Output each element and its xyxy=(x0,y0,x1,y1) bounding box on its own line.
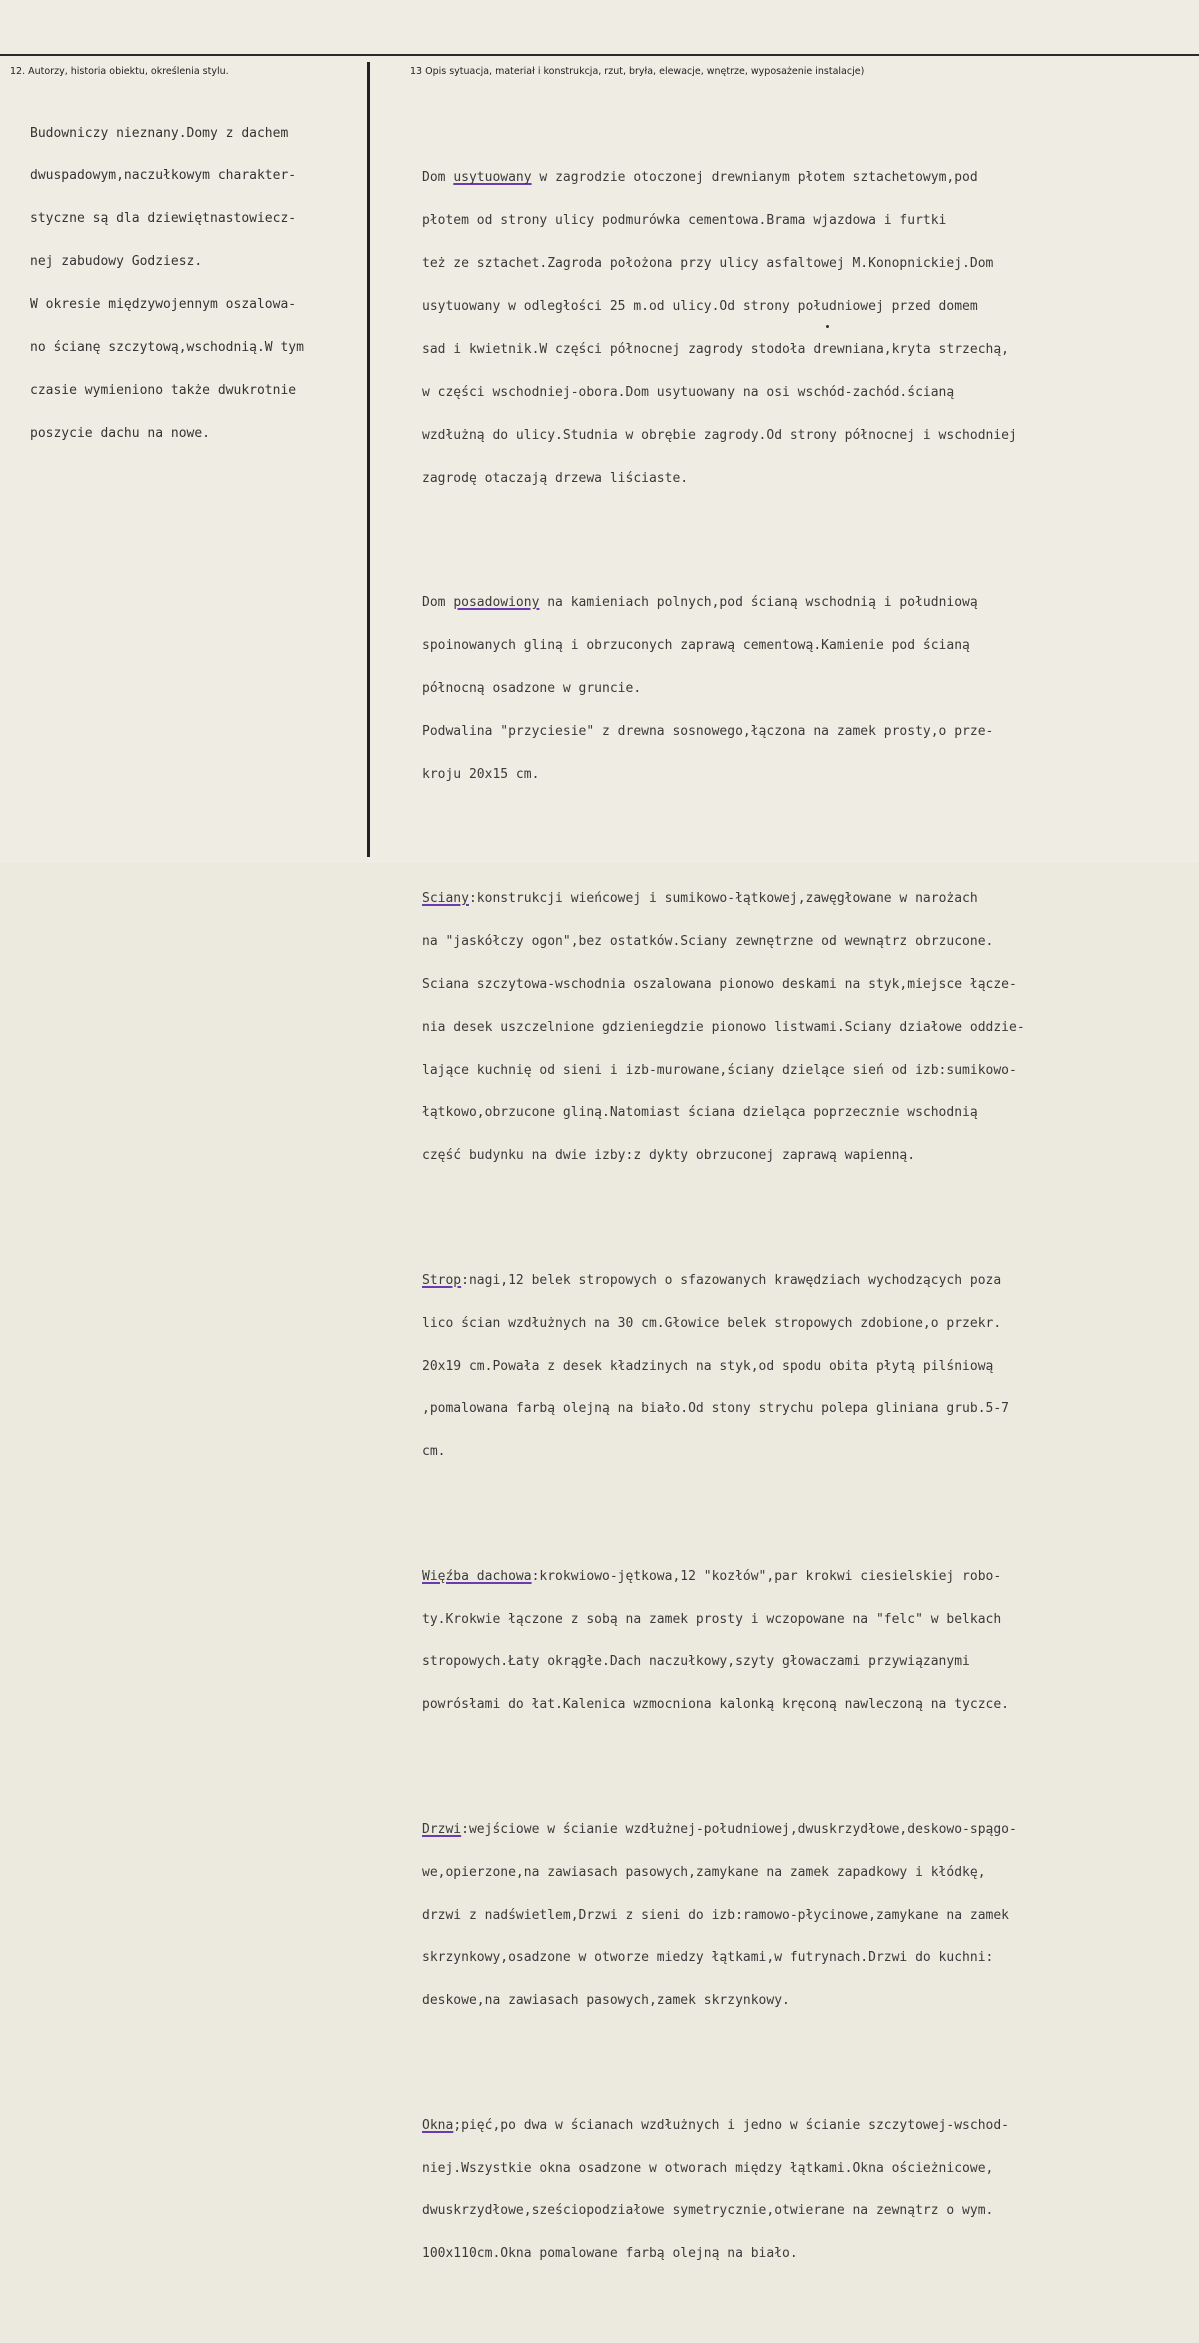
text-line: 20x19 cm.Powała z desek kładzinych na styk,od spodu obita płytą pilśniową xyxy=(422,1358,994,1374)
text-line xyxy=(422,596,1199,610)
paragraph-windows xyxy=(422,2090,1199,2290)
text-line: niej.Wszystkie okna osadzone w otworach między łątkami.Okna ościeżnicowe, xyxy=(422,2160,994,2176)
text-line: drzwi z nadświetlem,Drzwi z sieni do izb:ramowo-płycinowe,zamykane na zamek xyxy=(422,1907,1009,1923)
lead-prefix: Dom xyxy=(422,170,454,186)
text-line: no ścianę szczytową,wschodnią.W tym xyxy=(30,340,304,356)
text-line: Podwalina "przyciesie" z drewna sosnowego,łączona na zamek prosty,o prze- xyxy=(422,723,994,739)
text-line: deskowe,na zawiasach pasowych,zamek skrzynkowy. xyxy=(422,1993,790,2009)
text-line: wzdłużną do ulicy.Studnia w obrębie zagrody.Od strony północnej i wschodniej xyxy=(422,427,1017,443)
text-line: ,pomalowana farbą olejną na biało.Od stony strychu polepa gliniana grub.5-7 xyxy=(422,1401,1009,1417)
paragraph-location xyxy=(422,143,1199,515)
text-line: cm. xyxy=(422,1444,446,1460)
text-line: W okresie międzywojennym oszalowa- xyxy=(30,297,297,313)
text-segment: :wejściowe w ścianie wzdłużnej-południowej,dwuskrzydłowe,deskowo-spągo- xyxy=(461,1821,1017,1837)
authors-history-text xyxy=(30,98,304,470)
text-line: dwuskrzydłowe,sześciopodziałowe symetrycznie,otwierane na zewnątrz o wym. xyxy=(422,2203,994,2219)
text-line: we,opierzone,na zawiasach pasowych,zamykane na zamek zapadkowy i kłódkę, xyxy=(422,1864,986,1880)
underlined-keyword: Sciany xyxy=(422,891,469,907)
column-divider xyxy=(367,62,370,857)
text-line: nia desek uszczelnione gdzieniegdzie pionowo listwami.Sciany działowe oddzie- xyxy=(422,1019,1025,1035)
text-line: dwuspadowym,naczułkowym charakter- xyxy=(30,168,297,184)
text-line: na "jaskółczy ogon",bez ostatków.Sciany zewnętrzne od wewnątrz obrzucone. xyxy=(422,933,994,949)
text-line: lico ścian wzdłużnych na 30 cm.Głowice belek stropowych zdobione,o przekr. xyxy=(422,1315,1002,1331)
underlined-keyword: Więźba dachowa xyxy=(422,1568,532,1584)
text-line: ty.Krokwie łączone z sobą na zamek prosty i wczopowane na "felc" w belkach xyxy=(422,1611,1002,1627)
section-12-header: 12. Autorzy, historia obiektu, określenia stylu. xyxy=(10,66,229,77)
text-line: stropowych.Łaty okrągłe.Dach naczułkowy,szyty głowaczami przywiązanymi xyxy=(422,1654,970,1670)
section-13-header: 13 Opis sytuacja, materiał i konstrukcja, rzut, bryła, elewacje, wnętrze, wyposażenie instalacje) xyxy=(410,66,865,77)
underlined-keyword: Okna xyxy=(422,2117,454,2133)
text-line xyxy=(422,2119,1199,2133)
underlined-keyword: Strop xyxy=(422,1272,462,1288)
text-line xyxy=(422,1570,1199,1584)
text-line: Sciana szczytowa-wschodnia oszalowana pionowo deskami na styk,miejsce łącze- xyxy=(422,976,1017,992)
text-line: zagrodę otaczają drzewa liściaste. xyxy=(422,470,689,486)
text-segment: :nagi,12 belek stropowych o sfazowanych krawędziach wychodzących poza xyxy=(461,1272,1002,1288)
text-line: północną osadzone w gruncie. xyxy=(422,680,642,696)
text-line: płotem od strony ulicy podmurówka cementowa.Brama wjazdowa i furtki xyxy=(422,213,947,229)
text-line: powrósłami do łat.Kalenica wzmocniona kalonką kręconą nawleczoną na tyczce. xyxy=(422,1697,1009,1713)
text-line: Budowniczy nieznany.Domy z dachem xyxy=(30,125,289,141)
text-line: czasie wymieniono także dwukrotnie xyxy=(30,382,297,398)
paragraph-ceiling xyxy=(422,1245,1199,1488)
text-line: 100x110cm.Okna pomalowane farbą olejną na biało. xyxy=(422,2246,798,2262)
underlined-keyword: usytuowany xyxy=(453,170,532,186)
text-line: część budynku na dwie izby:z dykty obrzuconej zaprawą wapienną. xyxy=(422,1148,916,1164)
text-line: nej zabudowy Godziesz. xyxy=(30,254,203,270)
text-line xyxy=(422,1274,1199,1288)
text-line: styczne są dla dziewiętnastowiecz- xyxy=(30,211,297,227)
underlined-keyword: Drzwi xyxy=(422,1821,462,1837)
text-line: usytuowany w odległości 25 m.od ulicy.Od strony południowej przed domem xyxy=(422,299,978,315)
paragraph-doors xyxy=(422,1794,1199,2037)
text-line: poszycie dachu na nowe. xyxy=(30,425,211,441)
paragraph-foundation xyxy=(422,568,1199,811)
description-text xyxy=(422,100,1199,2343)
text-line: w części wschodniej-obora.Dom usytuowany na osi wschód-zachód.ścianą xyxy=(422,384,955,400)
text-line xyxy=(422,892,1199,906)
underlined-keyword: posadowiony xyxy=(453,595,540,611)
text-segment: :krokwiowo-jętkowa,12 "kozłów",par krokwi ciesielskiej robo- xyxy=(531,1568,1002,1584)
paragraph-roof-truss xyxy=(422,1541,1199,1741)
text-line xyxy=(422,1823,1199,1837)
paragraph-walls xyxy=(422,863,1199,1192)
text-segment: w zagrodzie otoczonej drewnianym płotem sztachetowym,pod xyxy=(531,170,978,186)
text-line: sad i kwietnik.W części północnej zagrody stodoła drewniana,kryta strzechą, xyxy=(422,342,1009,358)
lead-prefix: Dom xyxy=(422,595,454,611)
text-line xyxy=(422,171,1199,185)
text-line: skrzynkowy,osadzone w otworze miedzy łątkami,w futrynach.Drzwi do kuchni: xyxy=(422,1950,994,1966)
text-line: też ze sztachet.Zagroda położona przy ulicy asfaltowej M.Konopnickiej.Dom xyxy=(422,256,994,272)
text-line: lające kuchnię od sieni i izb-murowane,ściany dzielące sień od izb:sumikowo- xyxy=(422,1062,1017,1078)
text-line: spoinowanych gliną i obrzuconych zaprawą cementową.Kamienie pod ścianą xyxy=(422,637,970,653)
text-line: łątkowo,obrzucone gliną.Natomiast ściana dzieląca poprzecznie wschodnią xyxy=(422,1105,978,1121)
text-line: kroju 20x15 cm. xyxy=(422,766,540,782)
text-segment: na kamieniach polnych,pod ścianą wschodnią i południową xyxy=(539,595,978,611)
ink-dot xyxy=(826,325,829,328)
text-segment: ;pięć,po dwa w ścianach wzdłużnych i jedno w ścianie szczytowej-wschod- xyxy=(453,2117,1010,2133)
top-rule xyxy=(0,54,1199,56)
text-segment: :konstrukcji wieńcowej i sumikowo-łątkowej,zawęgłowane w narożach xyxy=(468,891,978,907)
